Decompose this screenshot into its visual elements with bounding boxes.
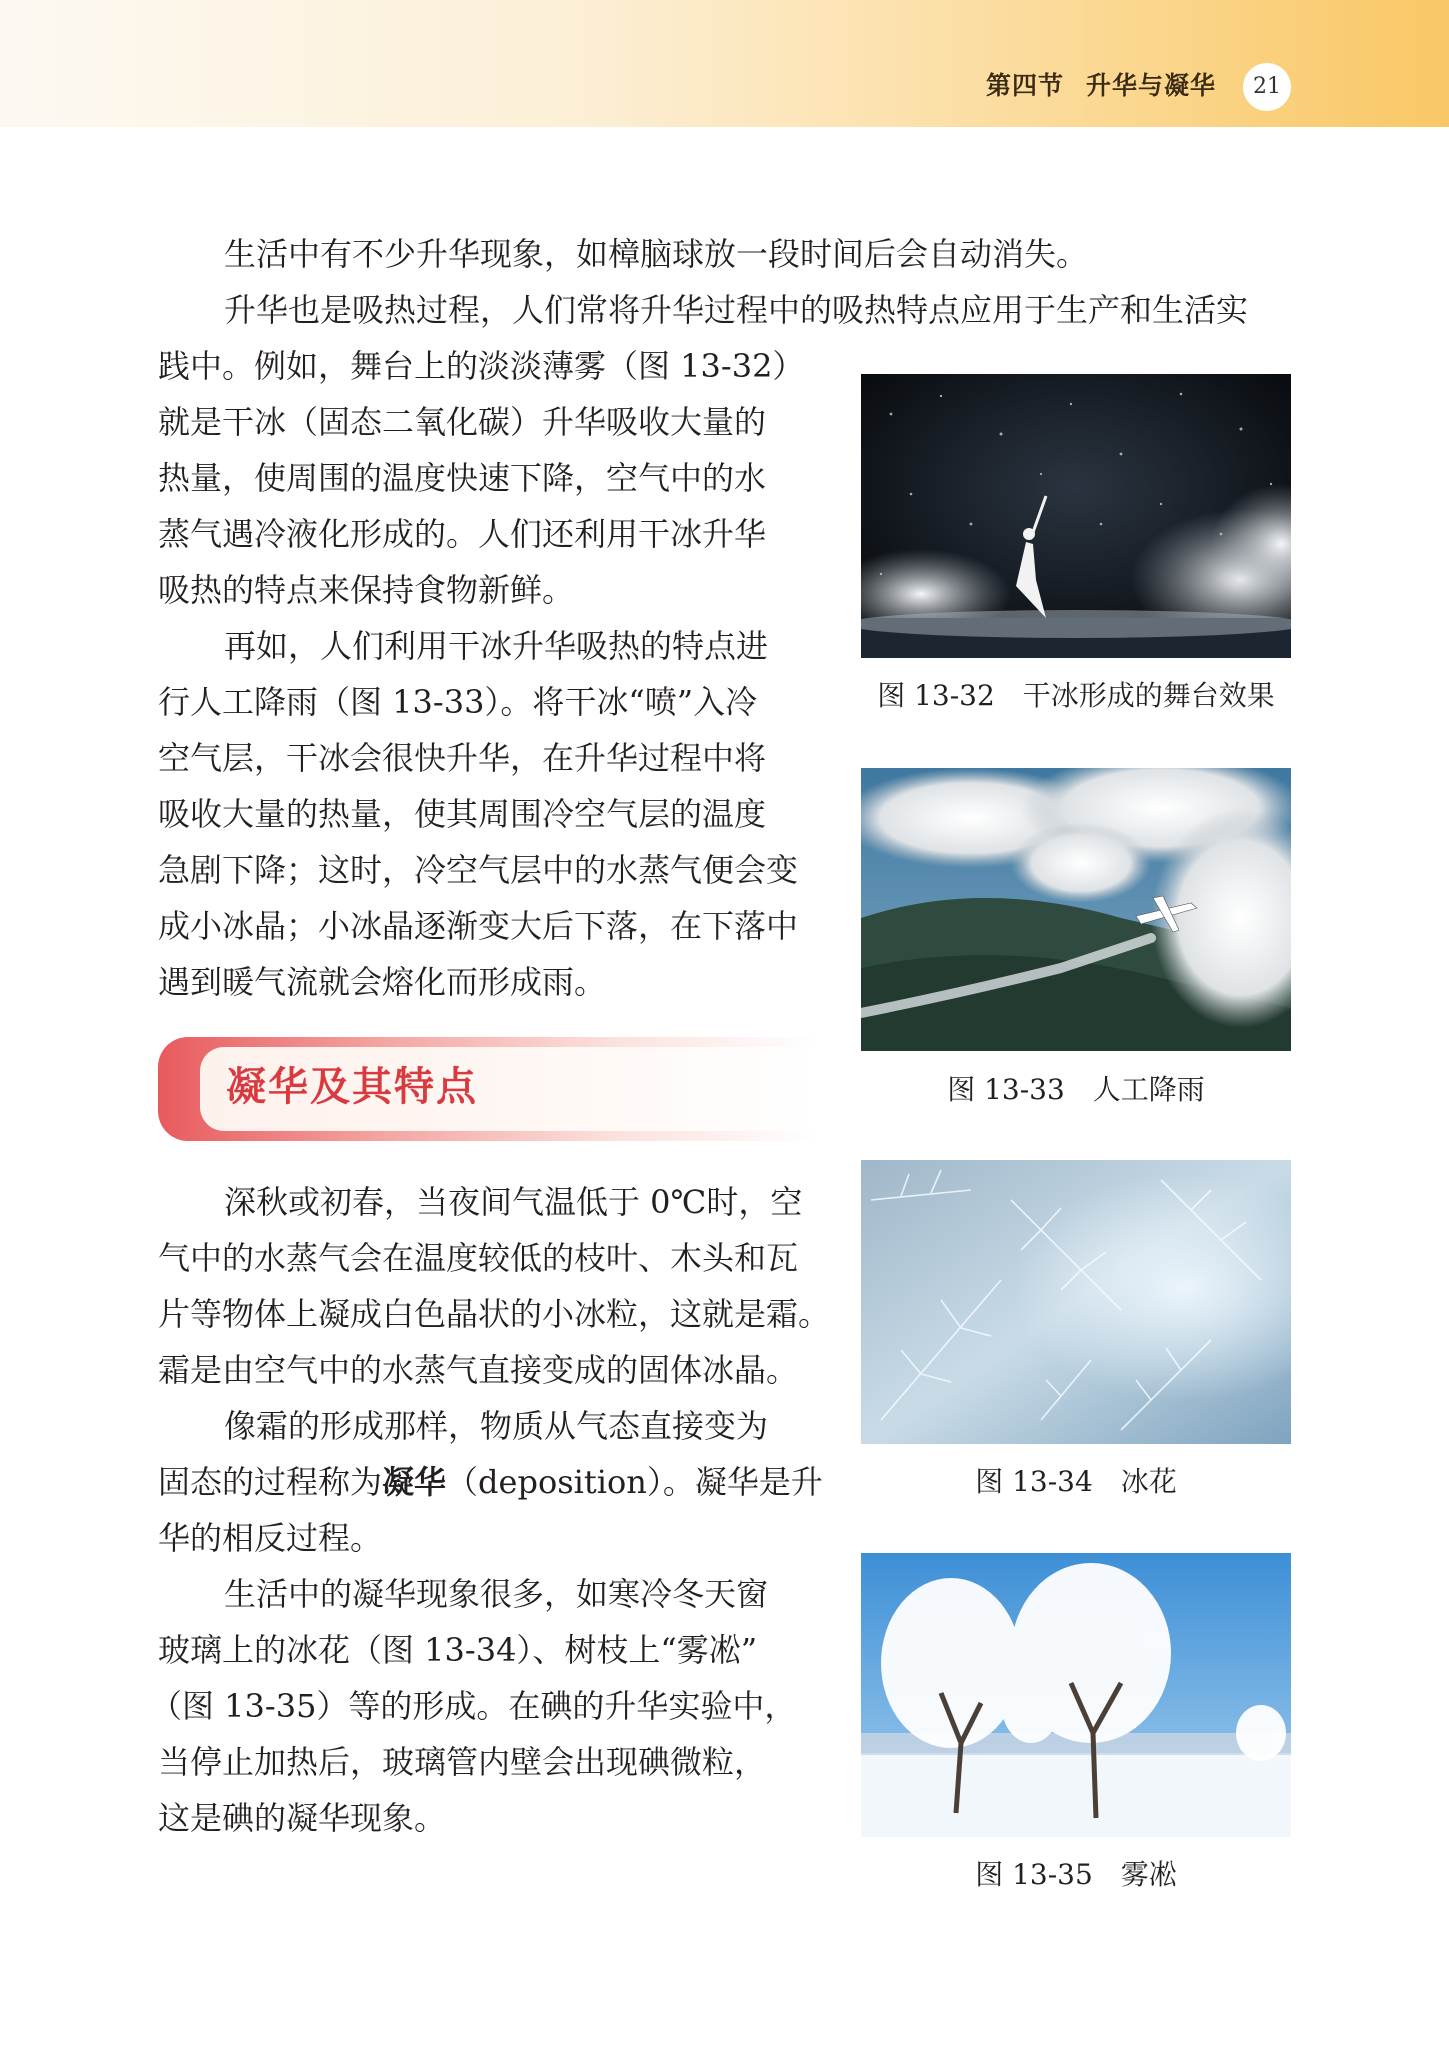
page-header — [0, 0, 1449, 127]
key-term: 凝华 — [382, 1463, 447, 1501]
body-text: 固态的过程称为 — [158, 1463, 383, 1501]
body-line: （图 13-35）等的形成。在碘的升华实验中， — [150, 1687, 797, 1725]
body-line: 片等物体上凝成白色晶状的小冰粒，这就是霜。 — [158, 1295, 831, 1333]
airplane-cloud-photo — [861, 768, 1291, 1051]
body-line: 升华也是吸热过程，人们常将升华过程中的吸热特点应用于生产和生活实 — [224, 291, 1249, 329]
body-line: 遇到暖气流就会熔化而形成雨。 — [158, 963, 607, 1001]
body-line: 空气层，干冰会很快升华，在升华过程中将 — [158, 739, 767, 777]
figure-caption: 图 13-33 人工降雨 — [947, 1073, 1205, 1106]
body-line: 当停止加热后，玻璃管内壁会出现碘微粒， — [158, 1743, 767, 1781]
running-head — [986, 66, 1238, 106]
section-heading: 凝华及其特点 — [226, 1063, 478, 1110]
body-line: 践中。例如，舞台上的淡淡薄雾（图 13-32） — [158, 347, 805, 385]
figure-caption: 图 13-34 冰花 — [975, 1465, 1177, 1498]
body-line: 急剧下降；这时，冷空气层中的水蒸气便会变 — [158, 851, 799, 889]
body-line: 成小冰晶；小冰晶逐渐变大后下落，在下落中 — [158, 907, 799, 945]
body-line: 华的相反过程。 — [158, 1519, 383, 1557]
section-banner — [158, 1037, 818, 1141]
body-line: 吸热的特点来保持食物新鲜。 — [158, 571, 575, 609]
body-line: 行人工降雨（图 13-33）。将干冰“喷”入冷 — [158, 683, 758, 721]
body-line: 玻璃上的冰花（图 13-34）、树枝上“雾凇” — [158, 1631, 758, 1669]
body-line: 霜是由空气中的水蒸气直接变成的固体冰晶。 — [158, 1351, 799, 1389]
body-line: 再如，人们利用干冰升华吸热的特点进 — [224, 627, 769, 665]
body-line: 这是碘的凝华现象。 — [158, 1799, 447, 1837]
body-line: 生活中有不少升华现象，如樟脑球放一段时间后会自动消失。 — [224, 235, 1089, 273]
body-line: 深秋或初春，当夜间气温低于 0℃时，空 — [224, 1183, 803, 1221]
rime-trees-photo — [861, 1553, 1291, 1837]
ice-flower-photo — [861, 1160, 1291, 1444]
chapter-title: 升华与凝华 — [1086, 71, 1217, 100]
body-text: （deposition）。凝华是升 — [446, 1463, 823, 1501]
body-line: 像霜的形成那样，物质从气态直接变为 — [224, 1407, 769, 1445]
body-line: 气中的水蒸气会在温度较低的枝叶、木头和瓦 — [158, 1239, 799, 1277]
figure-caption: 图 13-32 干冰形成的舞台效果 — [877, 679, 1275, 712]
body-line: 就是干冰（固态二氧化碳）升华吸收大量的 — [158, 403, 767, 441]
section-label: 第四节 — [986, 71, 1065, 100]
body-line-with-term — [158, 1454, 823, 1510]
body-line: 蒸气遇冷液化形成的。人们还利用干冰升华 — [158, 515, 767, 553]
figure-caption: 图 13-35 雾凇 — [975, 1858, 1177, 1891]
body-line: 生活中的凝华现象很多，如寒冷冬天窗 — [224, 1575, 769, 1613]
body-line: 吸收大量的热量，使其周围冷空气层的温度 — [158, 795, 767, 833]
body-line: 热量，使周围的温度快速下降，空气中的水 — [158, 459, 767, 497]
stage-fog-photo — [861, 374, 1291, 658]
page-number: 21 — [1243, 63, 1291, 111]
